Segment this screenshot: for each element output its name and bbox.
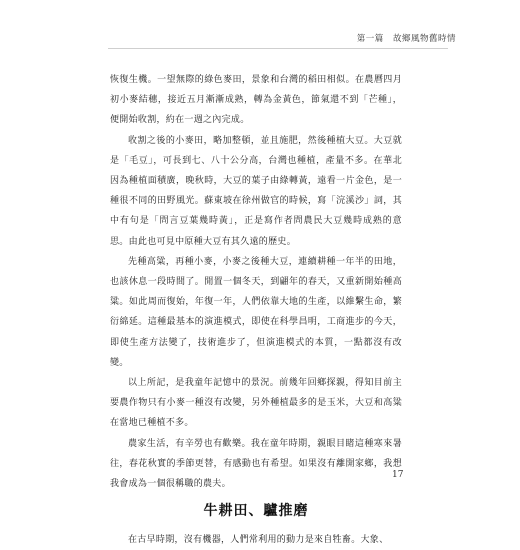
paragraph-crop-cycle: 先種高粱，再種小麥，小麥之後種大豆，連續耕種一年半的田地，也該休息一段時間了。閒置一個冬天，到翩年的春天，又重新開始種高粱。如此周而復始，年復一年，人們依靠大地的生產，以維繫生命，繁衍綿延。這種最基本的演進模式，即使在科學昌明，工商進步的今天，即使生產方法變了，技術進步了，但演進模式的本質，一點都沒有改變。 bbox=[110, 256, 402, 368]
running-header bbox=[336, 32, 456, 44]
paragraph-section-start: 在古早時期，沒有機器，人們常利用的動力是來自牲畜。大象、 bbox=[128, 535, 389, 546]
paragraph-memory: 以上所記，是我童年記憶中的景況。前幾年回鄉探親，得知目前主要農作物只有小麥一種沒有改變，另外種植最多的是玉米，大豆和高粱在當地已種植不多。 bbox=[110, 378, 402, 429]
page-body bbox=[110, 70, 402, 550]
paragraph-soybean: 收割之後的小麥田，略加整頓，並且施肥，然後種植大豆。大豆就是「毛豆」，可長到七、八十公分高，台灣也種植，產量不多。在華北因為種植面積廣，晚秋時，大豆的葉子由綠轉黃，遠看一片金色，是一種很不同的田野風光。蘇東坡在徐州做官的時候，寫「浣溪沙」詞，其中有句是「問言豆葉幾時黃」，正是寫作者問農民大豆幾時成熟的意思。由此也可見中原種大豆有其久遠的歷史。 bbox=[110, 135, 402, 247]
header-chapter: 第一篇 bbox=[356, 34, 384, 44]
paragraph-continued: 恢復生機。一望無際的綠色麥田，景象和台灣的稻田相似。在農曆四月初小麥結穗，接近五月漸漸成熟，轉為金黃色，節氣還不到「芒種」，便開始收割，約在一週之內完成。 bbox=[110, 75, 402, 126]
paragraph-farm-life: 農家生活，有辛勞也有歡樂。我在童年時期，親眼目睹這種寒來暑往，春花秋實的季節更替，有感動也有希望。如果沒有離開家鄉，我想我會成為一個很稱職的農夫。 bbox=[110, 438, 402, 490]
header-divider bbox=[108, 48, 448, 49]
page-number: 17 bbox=[392, 470, 404, 480]
header-title: 故鄉風物舊時情 bbox=[392, 34, 456, 44]
section-heading: 牛耕田、驢推磨 bbox=[203, 503, 309, 520]
